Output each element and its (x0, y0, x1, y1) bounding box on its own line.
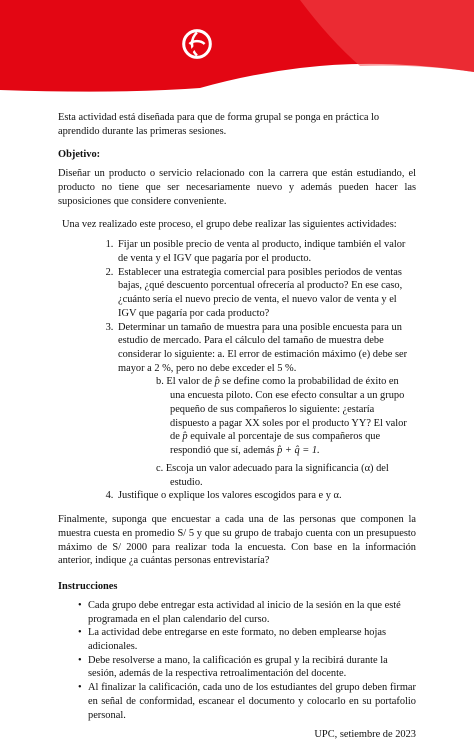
activities-list (58, 238, 416, 503)
instrucciones-list (58, 599, 416, 723)
document-body (58, 111, 416, 742)
instrucciones-heading: Instrucciones (58, 581, 118, 593)
activities-lead: Una vez realizado este proceso, el grupo debe realizar las siguientes actividades: (62, 219, 397, 231)
intro-paragraph: Esta actividad está diseñada para que de forma grupal se ponga en práctica lo aprendido durante las primeras sesiones. (58, 112, 380, 137)
instruccion-item-3: • Debe resolverse a mano, la calificación es grupal y la recibirá durante la sesión, además de la respectiva retroalimentación del docente. (78, 654, 388, 680)
bullet-icon: • (78, 599, 82, 611)
bullet-icon: • (78, 627, 82, 639)
instruccion-item-1: • Cada grupo debe entregar esta actividad al inicio de la sesión en la que esté programada en el plan calendario del curso. (78, 599, 401, 625)
activity-item-4: 4. Justifique o explique los valores escogidos para e y α. (116, 489, 416, 503)
objetivo-paragraph: Diseñar un producto o servicio relacionado con la carrera que están estudiando, el producto no tiene que ser necesariamente nuevo y además pueden hacer las suposiciones que considere conveniente. (58, 168, 416, 207)
bullet-icon: • (78, 654, 82, 666)
formula: p̂ + q̂ = 1. (277, 445, 320, 457)
activity-item-3: 3. Determinar un tamaño de muestra para una posible encuesta para un estudio de mercado. Para el cálculo del tamaño de muestra debe considerar lo siguiente: a. El error de estimación máximo (e) debe ser mayor a 2 %, pero no debe exceder el 5 %. b. El valor de p̂ se define como la probabilidad de éxito en una encuesta piloto. Con ese efecto consultar a un grupo pequeño de sus compañeros lo siguiente: ¿estaría dispuesto a pagar XX soles por el producto YY? El valor de p̂ equivale al porcentaje de sus compañeros que respondió que sí, además p̂ + q̂ = 1. c. Escoja un valor adecuado para la significancia (α) del estudio. (116, 321, 416, 490)
activity-item-3c: c. Escoja un valor adecuado para la significancia (α) del estudio. (156, 462, 389, 488)
activity-item-3b: b. El valor de p̂ se define como la probabilidad de éxito en una encuesta piloto. Con ese efecto consultar a un grupo pequeño de sus compañeros lo siguiente: ¿estaría dispuesto a pagar XX soles por el producto YY? El valor de p̂ equivale al porcentaje de sus compañeros que respondió que sí, además p̂ + q̂ = 1. (156, 376, 407, 457)
upc-logo-icon (178, 25, 216, 63)
activity-item-1: 1. Fijar un posible precio de venta al producto, indique también el valor de venta y el IGV que pagaría por el producto. (116, 238, 416, 265)
final-paragraph: Finalmente, suponga que encuestar a cada una de las personas que componen la muestra cuesta en promedio S/ 5 y que su grupo de trabajo cuenta con un presupuesto máximo de S/ 2000 para realizar toda la encuesta. Con base en la información anterior, indique ¿a cuántas personas entrevistaría? (58, 514, 416, 567)
footer-date: UPC, setiembre de 2023 (314, 729, 416, 741)
activity-item-2: 2. Establecer una estrategia comercial para posibles periodos de ventas bajas, ¿qué descuento porcentual ofrecería al producto? En ese caso, ¿cuánto sería el nuevo precio de venta, el nuevo valor de venta y el IGV que pagaría por cada producto? (116, 266, 416, 321)
bullet-icon: • (78, 682, 82, 694)
objetivo-heading: Objetivo: (58, 149, 101, 161)
banner-shape (0, 0, 474, 94)
header-banner (0, 0, 474, 94)
instruccion-item-4: • Al finalizar la calificación, cada uno de los estudiantes del grupo deben firmar en señal de conformidad, escanear el documento y colocarlo en su portafolio personal. (78, 682, 416, 721)
instruccion-item-2: • La actividad debe entregarse en este formato, no deben emplearse hojas adicionales. (78, 627, 387, 652)
